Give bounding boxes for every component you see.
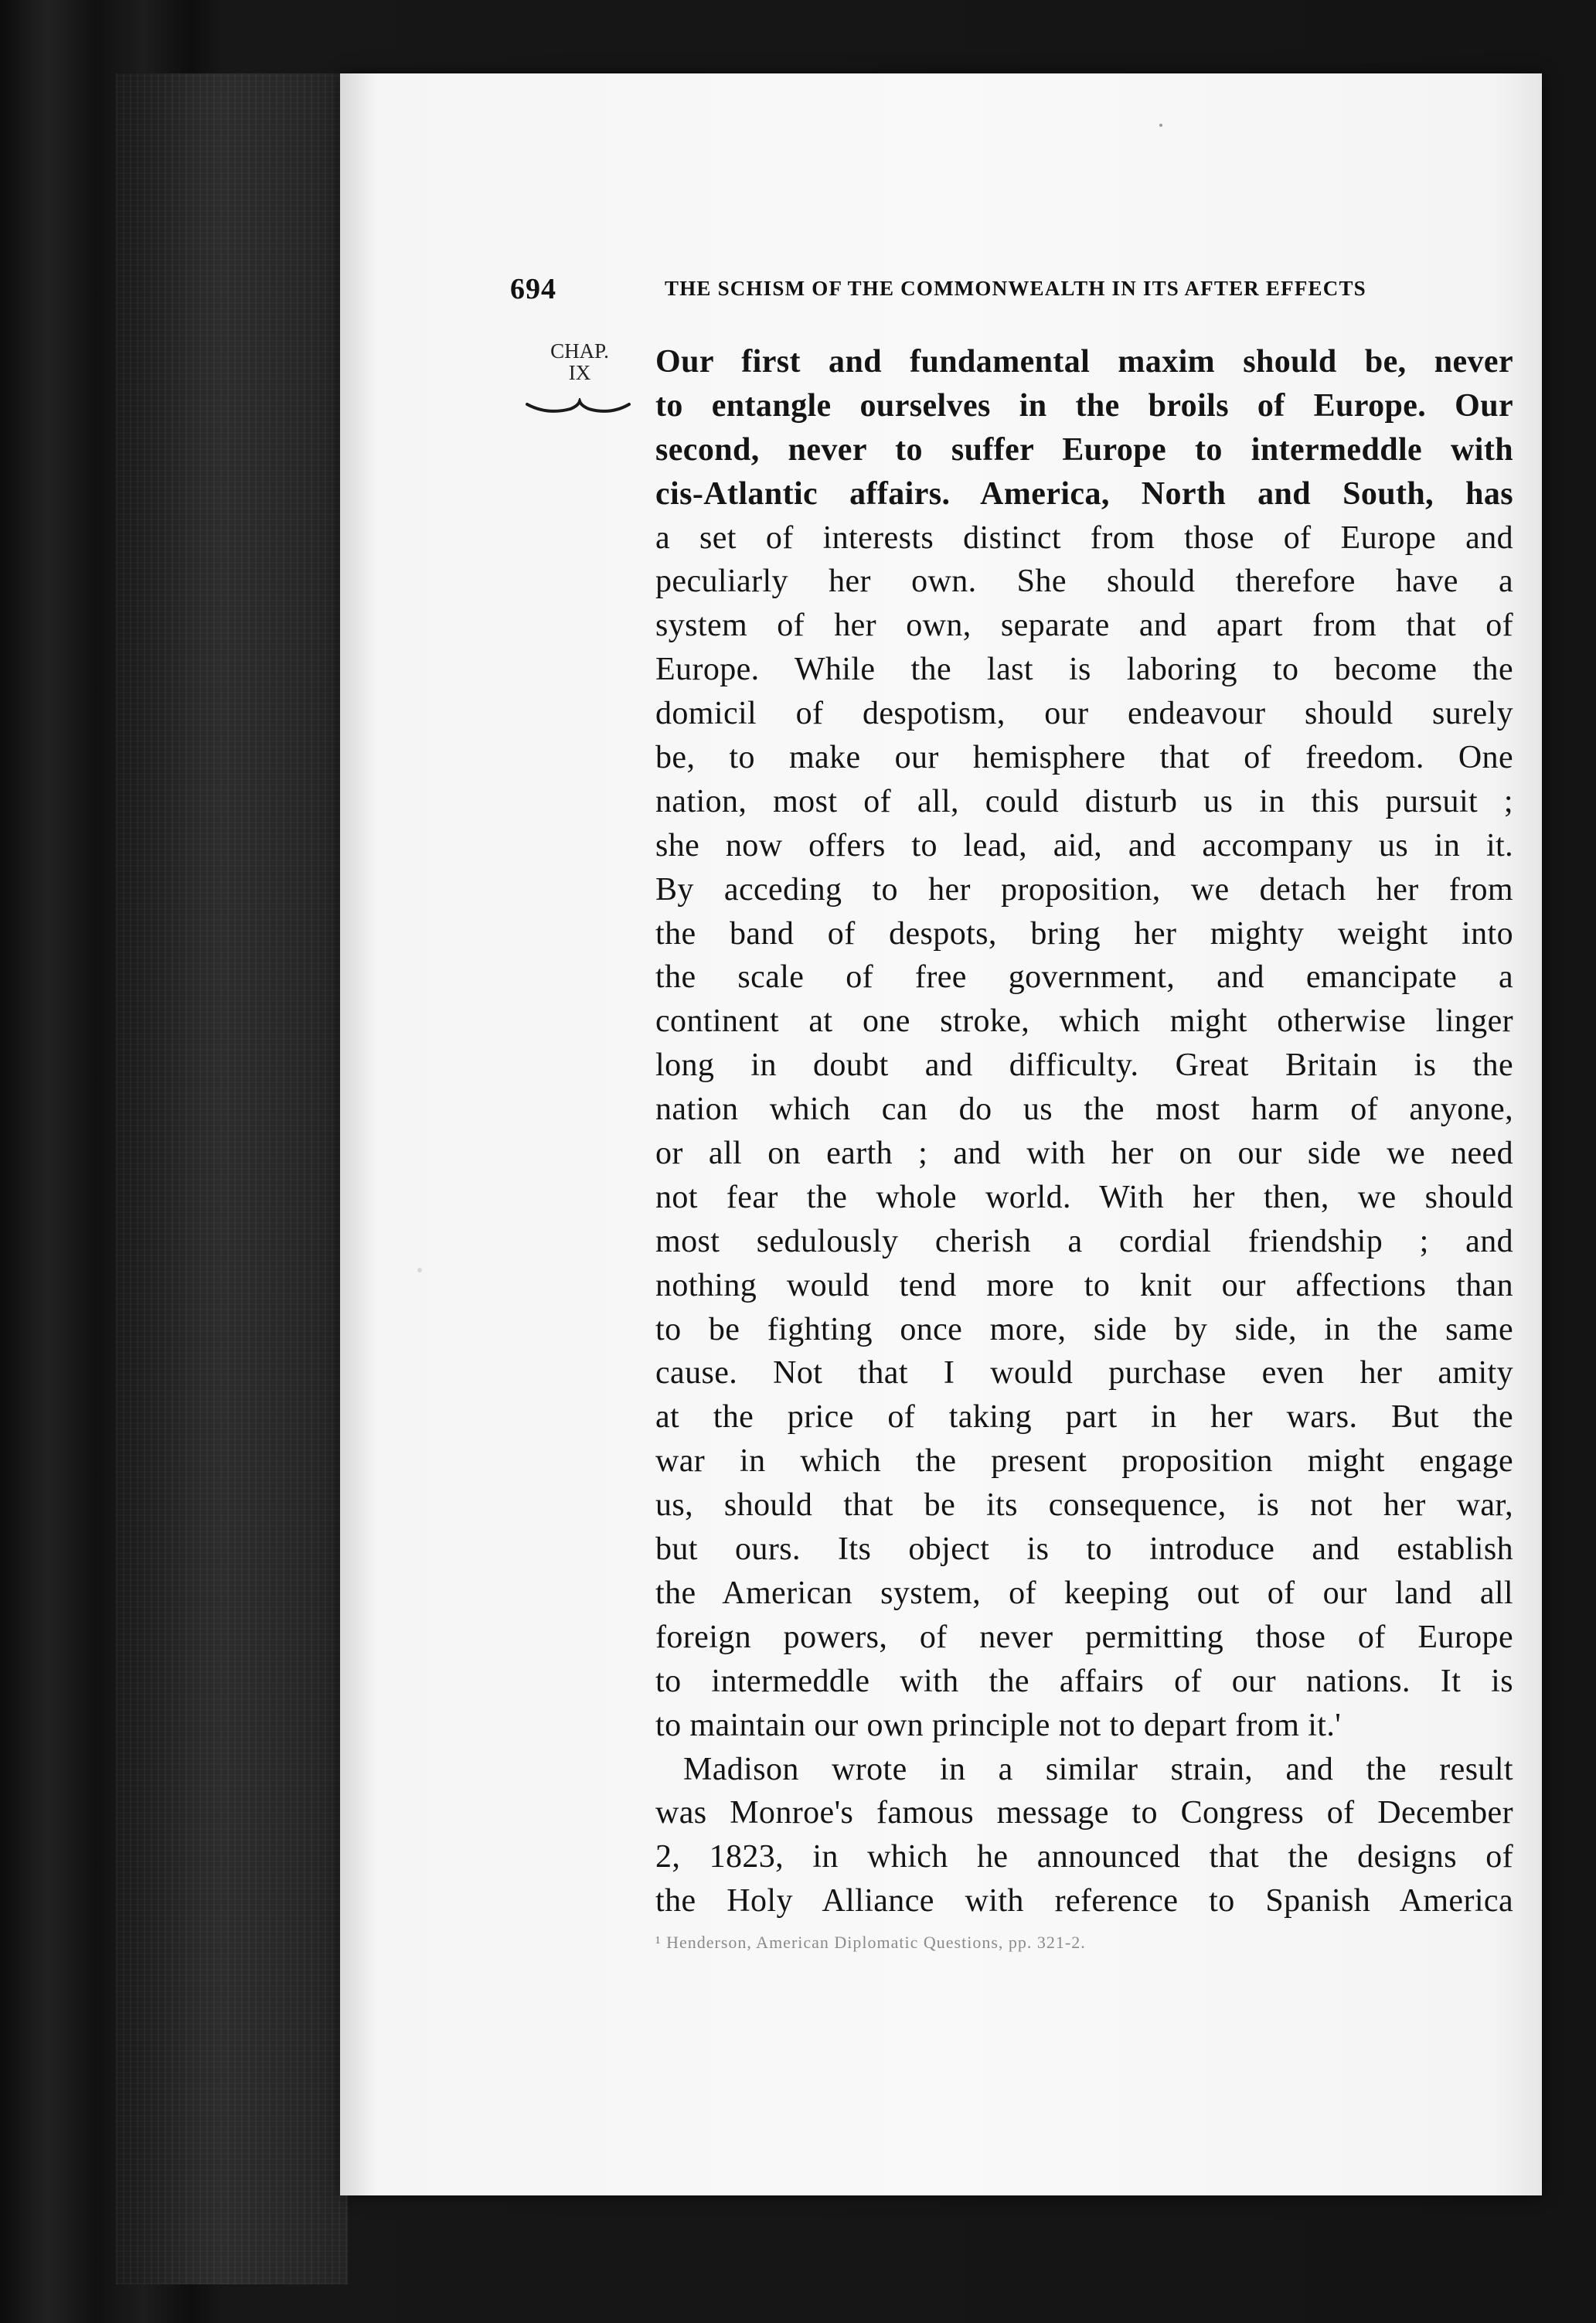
text-line: the band of despots, bring her mighty weight into — [655, 915, 1513, 952]
chapter-label: CHAP. — [550, 339, 609, 363]
text-line: the scale of free government, and emancipate a — [655, 959, 1513, 996]
text-line: not fear the whole world. With her then, we should — [655, 1179, 1513, 1215]
text-line: cis-Atlantic affairs. America, North and South, has — [655, 475, 1513, 512]
text-line: at the price of taking part in her wars. But the — [655, 1399, 1513, 1436]
text-line: to maintain our own principle not to depart from it.' — [655, 1707, 1342, 1743]
text-line: the American system, of keeping out of our land all — [655, 1575, 1513, 1611]
text-line: 2, 1823, in which he announced that the designs of — [655, 1839, 1513, 1875]
text-line: second, never to suffer Europe to intermeddle with — [655, 431, 1513, 468]
book-binding — [116, 73, 348, 2284]
text-line: to intermeddle with the affairs of our nations. It is — [655, 1663, 1513, 1699]
text-line: nation which can do us the most harm of anyone, — [655, 1092, 1513, 1128]
text-line: system of her own, separate and apart from that of — [655, 608, 1513, 644]
text-line: the Holy Alliance with reference to Spanish America — [655, 1883, 1513, 1919]
text-line: she now offers to lead, aid, and accompany us in it. — [655, 827, 1513, 863]
text-line: peculiarly her own. She should therefore have a — [655, 564, 1513, 600]
text-line: but ours. Its object is to introduce and establish — [655, 1531, 1513, 1568]
text-line: nation, most of all, could disturb us in this pursuit ; — [655, 783, 1513, 819]
text-line: be, to make our hemisphere that of freedom. One — [655, 740, 1513, 776]
brace-ornament-icon — [524, 398, 632, 421]
footnote: ¹ Henderson, American Diplomatic Questions, pp. 321-2. — [655, 1933, 1086, 1952]
text-line: war in which the present proposition might engage — [655, 1443, 1513, 1480]
scan-speck — [1159, 124, 1162, 127]
text-line: nothing would tend more to knit our affections than — [655, 1267, 1513, 1303]
body-text — [655, 340, 1513, 1923]
page-number: 694 — [510, 273, 556, 305]
chapter-marker — [533, 340, 626, 383]
text-line: foreign powers, of never permitting those of Europe — [655, 1619, 1513, 1655]
text-line: or all on earth ; and with her on our side we need — [655, 1136, 1513, 1172]
text-line: to be fighting once more, side by side, in the same — [655, 1311, 1513, 1347]
text-line: to entangle ourselves in the broils of Europe. Our — [655, 387, 1513, 424]
scan-speck — [417, 1268, 422, 1272]
text-line: most sedulously cherish a cordial friendship ; and — [655, 1223, 1513, 1259]
text-line: Europe. While the last is laboring to become the — [655, 652, 1513, 688]
text-line: was Monroe's famous message to Congress of December — [655, 1795, 1513, 1831]
text-line: Our first and fundamental maxim should be, never — [655, 344, 1513, 380]
text-line: continent at one stroke, which might otherwise linger — [655, 1003, 1513, 1040]
text-line: us, should that be its consequence, is not her war, — [655, 1487, 1513, 1524]
running-head: THE SCHISM OF THE COMMONWEALTH IN ITS AFTER EFFECTS — [665, 277, 1366, 300]
text-line: By acceding to her proposition, we detach her from — [655, 871, 1513, 908]
text-line: cause. Not that I would purchase even her amity — [655, 1355, 1513, 1391]
text-line: a set of interests distinct from those of Europe and — [655, 519, 1513, 556]
text-line: Madison wrote in a similar strain, and the result — [683, 1751, 1513, 1787]
page-header — [510, 272, 1515, 303]
text-line: domicil of despotism, our endeavour should surely — [655, 696, 1513, 732]
text-line: long in doubt and difficulty. Great Britain is the — [655, 1047, 1513, 1084]
chapter-number: IX — [568, 361, 591, 384]
